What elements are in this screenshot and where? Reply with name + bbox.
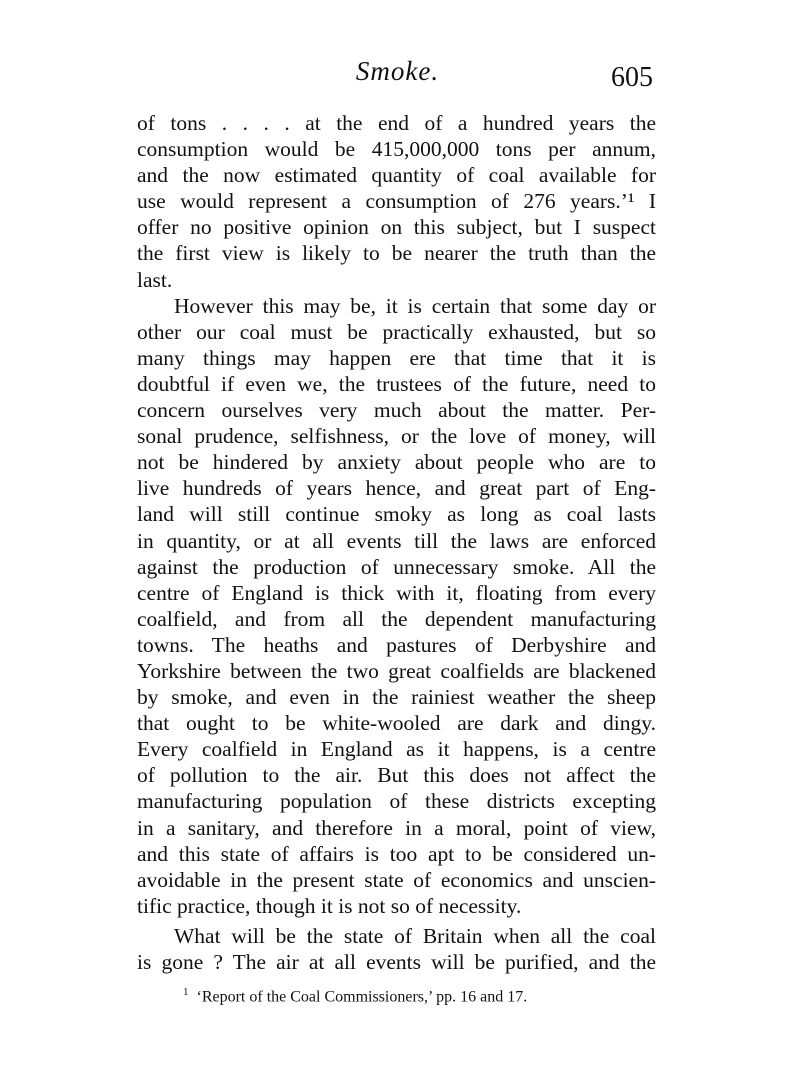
text-line: and the now estimated quantity of coal available for (137, 163, 656, 188)
running-title: Smoke. (355, 56, 440, 86)
text-line: sonal prudence, selfishness, or the love of money, will (137, 424, 656, 449)
paragraph-1 (137, 110, 656, 293)
text-line: coalfield, and from all the dependent manufacturing (137, 606, 656, 631)
text-line: towns. The heaths and pastures of Derbyshire and (137, 632, 656, 657)
text-line: is gone ? The air at all events will be purified, and the (137, 950, 656, 974)
text-line: What will be the state of Britain when all the coal (174, 923, 656, 948)
text-line: the first view is likely to be nearer the truth than the (137, 241, 656, 266)
text-line: that ought to be white-wooled are dark and dingy. (137, 711, 656, 736)
text-line: centre of England is thick with it, floating from every (137, 580, 656, 605)
text-line: However this may be, it is certain that some day or (174, 293, 656, 318)
body-text (137, 110, 656, 975)
text-line: of pollution to the air. But this does not affect the (137, 763, 656, 788)
footnote (183, 986, 527, 1006)
paragraph-3 (137, 923, 656, 975)
text-line: by smoke, and even in the rainiest weather the sheep (137, 685, 656, 710)
page-number: 605 (611, 62, 653, 93)
text-line: tific practice, though it is not so of necessity. (137, 893, 522, 918)
text-line: live hundreds of years hence, and great part of Eng- (137, 476, 656, 501)
text-line: avoidable in the present state of economics and unscien- (137, 867, 656, 892)
text-line: consumption would be 415,000,000 tons per annum, (137, 137, 656, 162)
text-line: in a sanitary, and therefore in a moral, point of view, (137, 815, 656, 840)
footnote-text: ‘Report of the Coal Commissioners,’ pp. 16 and 17. (196, 988, 528, 1006)
paragraph-2 (137, 293, 656, 919)
text-line: other our coal must be practically exhausted, but so (137, 319, 656, 344)
text-line: in quantity, or at all events till the laws are enforced (137, 528, 656, 553)
text-line: doubtful if even we, the trustees of the future, need to (137, 371, 656, 396)
text-line: against the production of unnecessary smoke. All the (137, 554, 656, 579)
text-line: use would represent a consumption of 276 years.’¹ I (137, 189, 656, 214)
text-line: offer no positive opinion on this subject, but I suspect (137, 215, 656, 240)
footnote-marker: 1 (183, 986, 189, 998)
text-line: concern ourselves very much about the matter. Per- (137, 398, 656, 423)
text-line: last. (137, 267, 173, 292)
text-line: and this state of affairs is too apt to be considered un- (137, 841, 656, 866)
text-line: Yorkshire between the two great coalfields are blackened (137, 658, 656, 683)
text-line: land will still continue smoky as long as coal lasts (137, 502, 656, 527)
text-line: Every coalfield in England as it happens, is a centre (137, 737, 656, 762)
text-line: manufacturing population of these districts excepting (137, 789, 656, 814)
text-line: not be hindered by anxiety about people who are to (137, 450, 656, 475)
text-line: of tons . . . . at the end of a hundred years the (137, 111, 656, 135)
text-line: many things may happen ere that time that it is (137, 345, 656, 370)
